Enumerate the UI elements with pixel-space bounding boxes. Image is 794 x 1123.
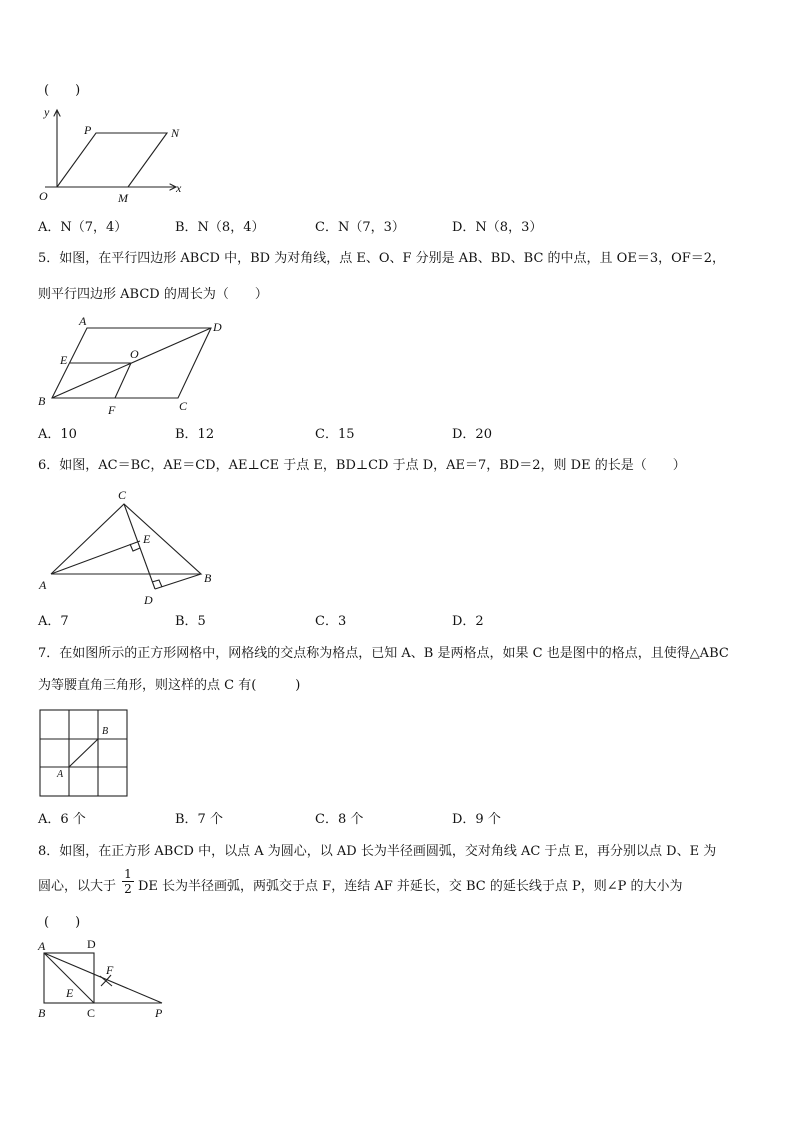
q8-question-line2-pre: 圆心，以大于 (38, 879, 117, 894)
q7-option-a[interactable]: A．6 个 (38, 812, 86, 827)
q6-option-d[interactable]: D．2 (452, 614, 484, 629)
q6-label-D: D (144, 593, 153, 607)
q5-label-B: B (38, 394, 46, 408)
q7-label-B: B (102, 726, 109, 737)
q5-question-line2: 则平行四边形 ABCD 的周长为（ ） (38, 287, 268, 302)
q7-option-c[interactable]: C．8 个 (315, 812, 364, 827)
q4-option-a[interactable]: A．N（7，4） (38, 220, 128, 235)
q5-label-O: O (130, 347, 139, 361)
q8-label-P: P (155, 1006, 163, 1020)
q8-fraction-numerator: 1 (124, 867, 132, 881)
q6-option-a[interactable]: A．7 (38, 614, 69, 629)
q8-fraction-denominator: 2 (124, 882, 132, 896)
q7-option-b[interactable]: B．7 个 (175, 812, 223, 827)
q5-option-b[interactable]: B．12 (175, 427, 215, 442)
q4-label-M: M (118, 191, 128, 205)
q4-option-c[interactable]: C．N（7，3） (315, 220, 405, 235)
q8-label-A: A (38, 939, 46, 953)
q5-label-A: A (79, 314, 87, 328)
q5-label-D: D (213, 320, 222, 334)
q6-option-b[interactable]: B．5 (175, 614, 206, 629)
q4-label-O: O (39, 189, 48, 203)
q8-label-D: D (87, 937, 96, 951)
q4-label-N: N (171, 126, 180, 140)
q4-answer-bracket: ( ) (44, 83, 81, 98)
q6-question-line1: 6．如图，AC＝BC，AE＝CD，AE⊥CE 于点 E，BD⊥CD 于点 D，AE＝7，BD＝2，则 DE 的长是（ ） (38, 458, 686, 473)
q7-question-line2: 为等腰直角三角形，则这样的点 C 有( ) (38, 678, 301, 693)
q4-label-x: x (176, 181, 182, 195)
q7-option-d[interactable]: D．9 个 (452, 812, 501, 827)
q8-question-line1: 8．如图，在正方形 ABCD 中，以点 A 为圆心，以 AD 长为半径画圆弧，交对角线 AC 于点 E，再分别以点 D、E 为 (38, 844, 717, 859)
q5-option-c[interactable]: C．15 (315, 427, 355, 442)
q6-label-C: C (118, 488, 127, 502)
q6-label-B: B (204, 571, 212, 585)
q4-option-b[interactable]: B．N（8，4） (175, 220, 265, 235)
q5-label-E: E (60, 353, 68, 367)
q8-label-E: E (66, 986, 74, 1000)
q8-question-line2-post: DE 长为半径画弧，两弧交于点 F，连结 AF 并延长，交 BC 的延长线于点 P，则∠P 的大小为 (138, 879, 683, 894)
q6-label-E: E (143, 532, 151, 546)
q4-label-y: y (44, 105, 50, 119)
q5-option-a[interactable]: A．10 (38, 427, 77, 442)
q4-option-d[interactable]: D．N（8，3） (452, 220, 543, 235)
q4-label-P: P (84, 123, 92, 137)
q7-label-A: A (57, 769, 64, 780)
q7-question-line1: 7．在如图所示的正方形网格中，网格线的交点称为格点，已知 A、B 是两格点，如果 C 也是图中的格点，且使得△ABC (38, 646, 729, 661)
q8-label-F: F (106, 963, 114, 977)
q6-label-A: A (39, 578, 47, 592)
q5-label-F: F (108, 403, 116, 417)
q5-question-line1: 5．如图，在平行四边形 ABCD 中，BD 为对角线，点 E、O、F 分别是 AB、BD、BC 的中点，且 OE＝3，OF＝2， (38, 251, 726, 266)
q5-option-d[interactable]: D．20 (452, 427, 492, 442)
q8-label-C: C (87, 1006, 96, 1020)
q8-label-B: B (38, 1006, 46, 1020)
q6-option-c[interactable]: C．3 (315, 614, 347, 629)
q8-answer-bracket: ( ) (44, 915, 81, 930)
q5-label-C: C (179, 399, 188, 413)
